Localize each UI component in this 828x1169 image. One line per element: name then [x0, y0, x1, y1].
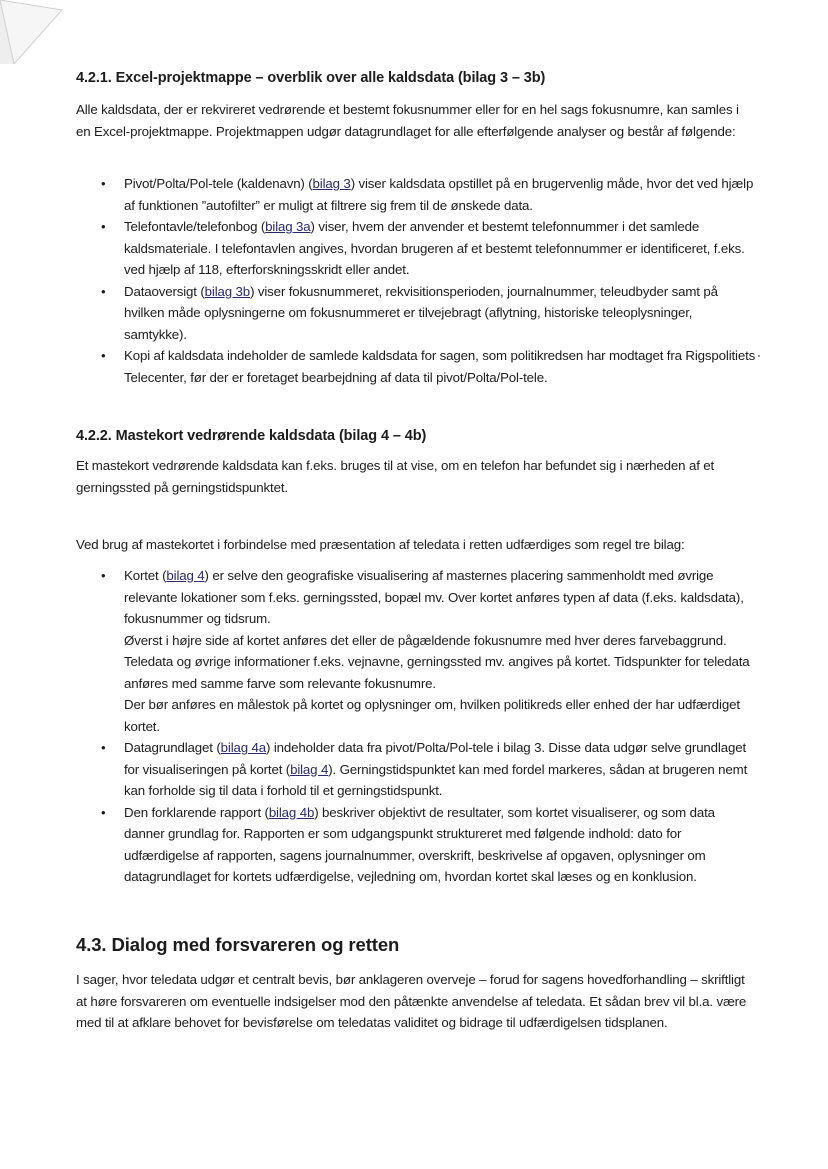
item-text: ). Gerningstidspunktet kan med fordel markeres, sådan at brugeren nemt kan forholde sig til data i forhold til et gerningstidspunkt. [124, 761, 748, 798]
list-item [76, 737, 756, 802]
item-text: Telefontavle/telefonbog ( [124, 219, 266, 234]
item-text: ) viser, hvem der anvender et bestemt telefonnummer i det samlede kaldsmateriale. I telefontavlen angives, hvordan brugeren af et bestemt telefonnummer er identificeret, f.eks. ved hjælp af 118, efterforskningsskridt eller andet. [124, 219, 745, 277]
heading-4-3: 4.3. Dialog med forsvareren og retten [76, 934, 400, 955]
item-text: ) indeholder data fra pivot/Polta/Pol-tele i bilag 3. Disse data udgør selve grundlaget for visualiseringen på kortet ( [124, 740, 747, 777]
list-mastekort-bilag [76, 565, 756, 888]
list-item [76, 345, 756, 388]
item-text: Der bør anføres en målestok på kortet og oplysninger om, hvilken politikreds eller enhed der har udfærdiget kortet. [124, 697, 740, 734]
paragraph-usage: Ved brug af mastekortet i forbindelse med præsentation af teledata i retten udfærdiges som regel tre bilag: [76, 537, 685, 552]
item-text: Kortet ( [124, 568, 167, 583]
heading-4-2-1: 4.2.1. Excel-projektmappe – overblik over alle kaldsdata (bilag 3 – 3b) [76, 70, 546, 86]
link-bilag-4[interactable]: bilag 4 [290, 761, 329, 777]
heading-4-2-2: 4.2.2. Mastekort vedrørende kaldsdata (bilag 4 – 4b) [76, 428, 427, 444]
paragraph-intro-mastekort: Et mastekort vedrørende kaldsdata kan f.eks. bruges til at vise, om en telefon har befundet sig i nærheden af et gerningssted på gerningstidspunktet. [76, 458, 715, 495]
item-text: ) beskriver objektivt de resultater, som kortet visualiserer, og som data danner grundlag for. Rapporten er som udgangspunkt struktureret med følgende indhold: dato for udfærdigelse af rapporten, sagens journalnummer, overskrift, beskrivelse af opgaven, oplysninger om datagrundlaget for kortets udfærdigelse, vejledning om, hvordan kortet skal læses og en konklusion. [124, 804, 715, 884]
list-item [76, 173, 756, 216]
folded-corner-mark [0, 0, 64, 64]
list-item [76, 565, 756, 737]
list-excel-contents [76, 173, 756, 388]
item-text: Kopi af kaldsdata indeholder de samlede kaldsdata for sagen, som politikredsen har modtaget fra Rigspolitiets Telecenter, før der er foretaget bearbejdning af data til pivot/Polta/Pol-tele. [124, 348, 756, 385]
link-bilag-3[interactable]: bilag 3 [312, 176, 351, 191]
link-bilag-3b[interactable]: bilag 3b [204, 283, 251, 299]
paragraph-intro-excel: Alle kaldsdata, der er rekvireret vedrørende et bestemt fokusnummer eller for en hel sags fokusnumre, kan samles i en Excel-projektmappe. Projektmappen udgør datagrundlaget for alle efterfølgende analyser og består af følgende: [76, 102, 739, 139]
list-item [76, 802, 756, 888]
item-text: ) er selve den geografiske visualisering af masternes placering sammenholdt med øvrige relevante lokationer som f.eks. gerningssted, bopæl mv. Over kortet anføres typen af data (f.eks. kaldsdata), fokusnummer og tidsrum. [124, 568, 744, 626]
item-text: ) viser kaldsdata opstillet på en brugervenlig måde, hvor det ved hjælp af funktionen ”autofilter” er muligt at filtrere sig frem til de ønskede data. [124, 176, 754, 213]
item-text: Den forklarende rapport ( [124, 804, 269, 820]
paragraph-dialog: I sager, hvor teledata udgør et centralt bevis, bør anklageren overveje – forud for sagens hovedforhandling – skriftligt at høre forsvareren om eventuelle indsigelser mod den påtænkte anvendelse af teledata. Et sådan brev vil bl.a. være med til at afklare behovet for bevisførelse om teledatas validitet og bidrage til udfærdigelsen tidsplanen. [76, 972, 747, 1030]
link-bilag-3a[interactable]: bilag 3a [265, 219, 311, 234]
item-text: Øverst i højre side af kortet anføres det eller de pågældende fokusnumre med hver deres farvebaggrund. Teledata og øvrige informationer f.eks. vejnavne, gerningssted mv. angives på kortet. Tidspunkter for teledata anføres med samme farve som relevante fokusnumre. [124, 632, 750, 691]
link-bilag-4a[interactable]: bilag 4a [220, 740, 267, 755]
link-bilag-4[interactable]: bilag 4 [166, 568, 205, 583]
list-item [76, 281, 756, 346]
item-text: ) viser fokusnummeret, rekvisitionsperioden, journalnummer, teleudbyder samt på hvilken måde oplysningerne om fokusnummeret er tilvejebragt (aflytning, historiske teleoplysninger, samtykke). [124, 283, 718, 342]
item-text: Dataoversigt ( [124, 283, 205, 299]
scan-speck [758, 355, 760, 357]
item-text: Pivot/Polta/Pol-tele (kaldenavn) ( [124, 176, 313, 191]
list-item [76, 216, 756, 281]
item-text: Datagrundlaget ( [124, 740, 221, 755]
link-bilag-4b[interactable]: bilag 4b [268, 804, 315, 820]
